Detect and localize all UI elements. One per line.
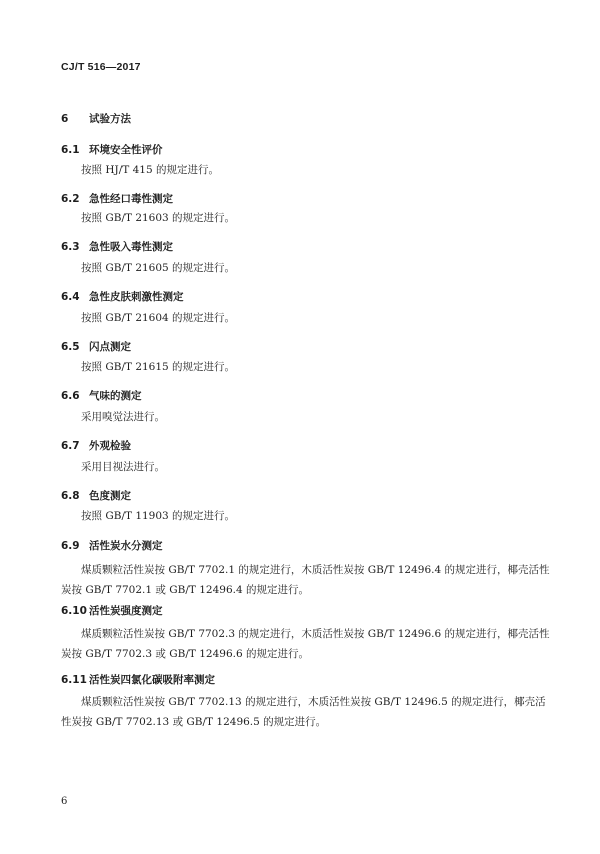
subsection-title: 色度测定 (89, 490, 131, 502)
subsection-body (61, 258, 541, 278)
subsection-title: 活性炭水分测定 (89, 540, 163, 552)
subsection-number: 6.3 (61, 241, 80, 253)
subsection-body (61, 624, 550, 664)
subsection-title: 环境安全性评价 (89, 144, 163, 156)
subsection-number: 6.2 (61, 193, 80, 205)
body-line: 煤质颗粒活性炭按 GB/T 7702.1 的规定进行，木质活性炭按 GB/T 12496.4 的规定进行，椰壳活性 (81, 564, 550, 576)
subsection-heading (61, 239, 173, 254)
body-line: 按照 GB/T 11903 的规定进行。 (81, 510, 236, 522)
subsection-title: 外观检验 (89, 440, 131, 452)
subsection-body (61, 357, 541, 377)
subsection-body (61, 692, 546, 732)
subsection-body (61, 407, 541, 427)
subsection-body (61, 457, 541, 477)
body-line: 按照 HJ/T 415 的规定进行。 (81, 164, 219, 176)
subsection-heading (61, 603, 163, 618)
subsection-number: 6.7 (61, 440, 80, 452)
subsection-number: 6.11 (61, 674, 87, 686)
subsection-body (61, 208, 541, 228)
subsection-heading (61, 339, 131, 354)
subsection-number: 6.9 (61, 540, 80, 552)
subsection-number: 6.8 (61, 490, 80, 502)
body-line: 按照 GB/T 21603 的规定进行。 (81, 212, 236, 224)
subsection-number: 6.10 (61, 605, 87, 617)
subsection-body (61, 308, 541, 328)
subsection-title: 急性经口毒性测定 (89, 193, 173, 205)
body-line: 按照 GB/T 21615 的规定进行。 (81, 361, 236, 373)
section-number: 6 (61, 113, 69, 125)
section-heading (61, 111, 131, 126)
body-line: 炭按 GB/T 7702.1 或 GB/T 12496.4 的规定进行。 (61, 584, 309, 596)
body-line: 采用嗅觉法进行。 (81, 411, 165, 423)
subsection-number: 6.1 (61, 144, 80, 156)
subsection-body (61, 506, 541, 526)
body-line: 炭按 GB/T 7702.3 或 GB/T 12496.6 的规定进行。 (61, 648, 309, 660)
subsection-title: 急性皮肤刺激性测定 (89, 291, 184, 303)
subsection-heading (61, 438, 131, 453)
body-line: 性炭按 GB/T 7702.13 或 GB/T 12496.5 的规定进行。 (61, 716, 327, 728)
subsection-title: 闪点测定 (89, 341, 131, 353)
subsection-number: 6.5 (61, 341, 80, 353)
body-line: 煤质颗粒活性炭按 GB/T 7702.3 的规定进行，木质活性炭按 GB/T 12496.6 的规定进行，椰壳活性 (81, 628, 550, 640)
body-line: 按照 GB/T 21605 的规定进行。 (81, 262, 236, 274)
subsection-title: 活性炭强度测定 (89, 605, 163, 617)
subsection-number: 6.4 (61, 291, 80, 303)
body-line: 煤质颗粒活性炭按 GB/T 7702.13 的规定进行，木质活性炭按 GB/T 12496.5 的规定进行，椰壳活 (81, 696, 546, 708)
subsection-title: 活性炭四氯化碳吸附率测定 (89, 674, 215, 686)
subsection-heading (61, 672, 215, 687)
subsection-body (61, 560, 550, 600)
subsection-title: 气味的测定 (89, 390, 142, 402)
subsection-number: 6.6 (61, 390, 80, 402)
body-line: 按照 GB/T 21604 的规定进行。 (81, 312, 236, 324)
section-title: 试验方法 (89, 113, 131, 125)
page-number: 6 (61, 796, 68, 807)
subsection-heading (61, 488, 131, 503)
subsection-heading (61, 289, 184, 304)
subsection-body (61, 160, 541, 180)
document-code: CJ/T 516—2017 (61, 61, 141, 73)
subsection-heading (61, 538, 163, 553)
subsection-heading (61, 388, 142, 403)
subsection-heading (61, 191, 173, 206)
subsection-title: 急性吸入毒性测定 (89, 241, 173, 253)
body-line: 采用目视法进行。 (81, 461, 165, 473)
subsection-heading (61, 142, 163, 157)
